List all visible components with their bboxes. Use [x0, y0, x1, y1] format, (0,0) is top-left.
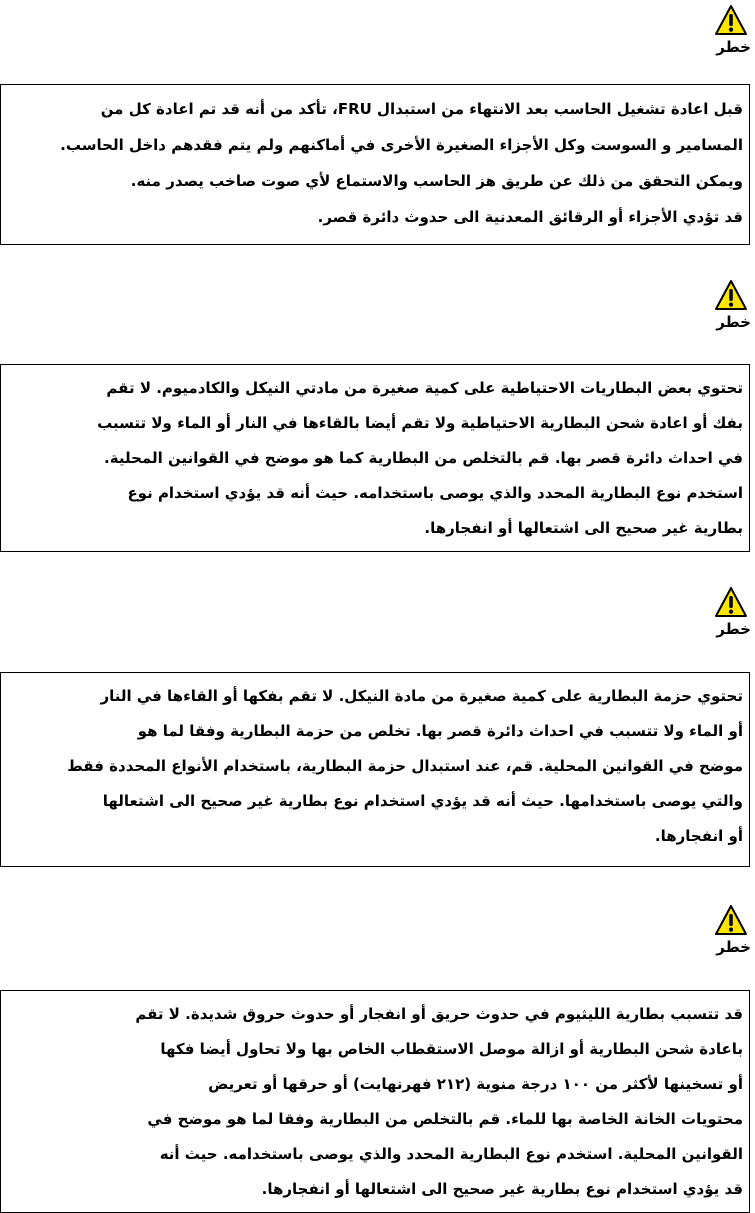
- notice-line: المسامير و السوست وكل الأجزاء الصغيرة الأخرى في أماكنهم ولم يتم فقدهم داخل الحاسب.: [60, 136, 743, 154]
- notice-line: أو تسخينها لأكثر من ١٠٠ درجة منوية (٢١٢ فهرنهايت) أو حرقها أو تعريض: [208, 1075, 743, 1093]
- notice-line: أو الماء ولا تتسبب في احداث دائرة قصر بها. تخلص من حزمة البطارية وفقا لما هو: [137, 722, 743, 740]
- notice-line: أو انفجارها.: [654, 827, 743, 845]
- notice-line: تحتوي بعض البطاريات الاحتياطية على كمية صغيرة من مادتي النيكل والكادميوم. لا تقم: [106, 379, 743, 397]
- notice-line: موضح في القوانين المحلية. قم، عند استبدال حزمة البطارية، باستخدام الأنواع المحددة فقط: [67, 757, 743, 775]
- danger-label: خطر: [716, 313, 751, 331]
- notice-line: ويمكن التحقق من ذلك عن طريق هز الحاسب والاستماع لأي صوت صاخب يصدر منه.: [130, 172, 743, 190]
- danger-heading-3: [711, 586, 751, 638]
- notice-line: بطارية غير صحيح الى اشتعالها أو انفجارها.: [424, 519, 743, 537]
- danger-heading-4: [711, 904, 751, 956]
- notice-line: القوانين المحلية. استخدم نوع البطارية المحدد والذي يوصى باستخدامه. حيث أنه: [159, 1145, 743, 1163]
- danger-heading-1: [711, 4, 751, 56]
- notice-line: في احداث دائرة قصر بها. قم بالتخلص من البطارية كما هو موضح في القوانين المحلية.: [104, 449, 743, 467]
- notice-line: استخدم نوع البطارية المحدد والذي يوصى باستخدامه. حيث أنه قد يؤدي استخدام نوع: [127, 484, 743, 502]
- notice-line: بفك أو اعادة شحن البطارية الاحتياطية ولا تقم أيضا بالقاءها في النار أو الماء ولا تتسبب: [97, 414, 743, 432]
- notice-line: قد تؤدي الأجزاء أو الرقائق المعدنية الى حدوث دائرة قصر.: [317, 208, 743, 226]
- danger-label: خطر: [716, 620, 751, 638]
- warning-triangle-icon: [714, 4, 748, 36]
- notice-line: قد تتسبب بطارية الليثيوم في حدوث حريق أو انفجار أو حدوث حروق شديدة. لا تقم: [135, 1005, 743, 1023]
- warning-triangle-icon: [714, 586, 748, 618]
- warning-triangle-icon: [714, 279, 748, 311]
- danger-heading-2: [711, 279, 751, 331]
- danger-label: خطر: [716, 938, 751, 956]
- notice-line: قد يؤدي استخدام نوع بطارية غير صحيح الى اشتعالها أو انفجارها.: [261, 1180, 743, 1198]
- danger-label: خطر: [716, 38, 751, 56]
- warning-triangle-icon: [714, 904, 748, 936]
- danger-notice-2: [0, 364, 750, 552]
- notice-line: محتويات الخانة الخاصة بها للماء. قم بالتخلص من البطارية وفقا لما هو موضح في: [147, 1110, 743, 1128]
- notice-line: قبل اعادة تشغيل الحاسب بعد الانتهاء من استبدال FRU، تأكد من أنه قد تم اعادة كل من: [100, 100, 743, 118]
- notice-line: تحتوي حزمة البطارية على كمية صغيرة من مادة النيكل. لا تقم بفكها أو القاءها في النار: [100, 687, 743, 705]
- notice-line: والتي يوصى باستخدامها. حيث أنه قد يؤدي استخدام نوع بطارية غير صحيح الى اشتعالها: [102, 792, 743, 810]
- notice-line: باعادة شحن البطارية أو ازالة موصل الاستقطاب الخاص بها ولا تحاول أيضا فكها: [160, 1040, 743, 1058]
- danger-notice-4: [0, 990, 750, 1213]
- danger-notice-3: [0, 672, 750, 867]
- danger-notice-1: [0, 84, 750, 245]
